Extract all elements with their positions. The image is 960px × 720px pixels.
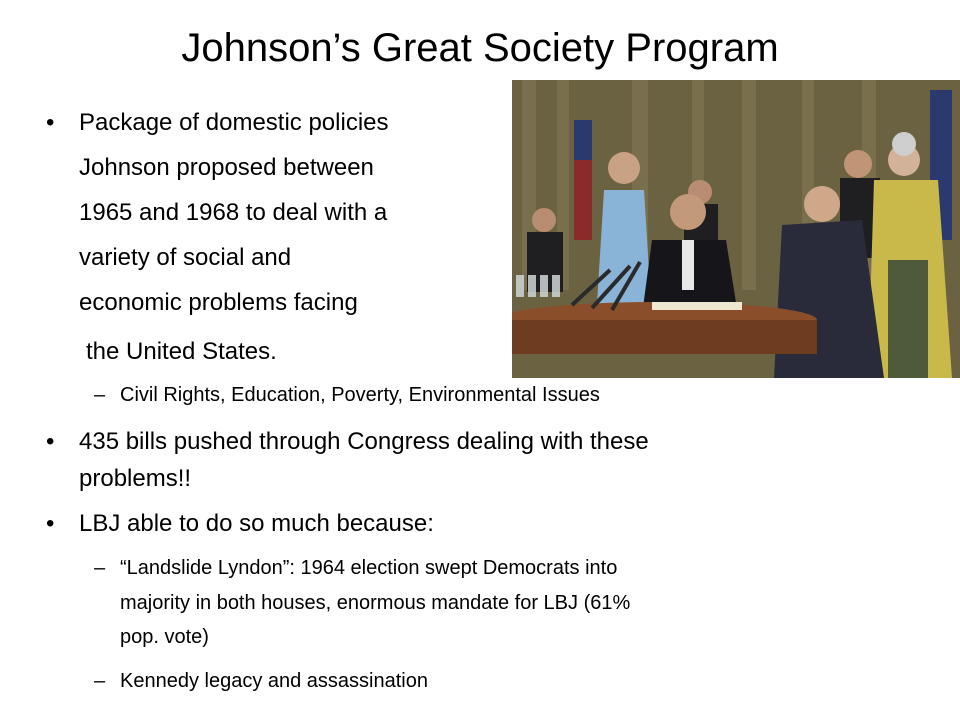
bullet-3-sub-1-line-3: pop. vote): [120, 626, 209, 648]
bullet-1-line-6: the United States.: [86, 338, 277, 365]
bullet-3-marker: •: [46, 510, 55, 537]
bullet-3-sub-2: Kennedy legacy and assassination: [120, 670, 428, 692]
bullet-3-sub-1-line-2: majority in both houses, enormous mandate for LBJ (61%: [120, 592, 631, 614]
bullet-1-sub-marker: –: [94, 384, 106, 406]
bullet-3-sub-2-marker: –: [94, 670, 106, 692]
bullet-1-sub-item: Civil Rights, Education, Poverty, Environmental Issues: [120, 384, 600, 406]
bullet-1-line-3: 1965 and 1968 to deal with a: [79, 199, 388, 226]
bullet-3-sub-1-marker: –: [94, 557, 106, 579]
bullet-1-line-5: economic problems facing: [79, 289, 358, 316]
bullet-1-marker: •: [46, 109, 55, 136]
bullet-1-line-4: variety of social and: [79, 244, 292, 271]
bill-signing-photo: [512, 80, 960, 378]
bullet-2-marker: •: [46, 428, 55, 455]
bullet-2-line-2: problems!!: [79, 465, 192, 492]
bullet-2-line-1: 435 bills pushed through Congress dealing with these: [79, 428, 649, 455]
slide-title: Johnson’s Great Society Program: [181, 26, 779, 70]
bullet-3-sub-1-line-1: “Landslide Lyndon”: 1964 election swept Democrats into: [120, 557, 618, 579]
bullet-1-line-2: Johnson proposed between: [79, 154, 374, 181]
bullet-1-line-1: Package of domestic policies: [79, 109, 389, 136]
bullet-3-text: LBJ able to do so much because:: [79, 510, 434, 537]
